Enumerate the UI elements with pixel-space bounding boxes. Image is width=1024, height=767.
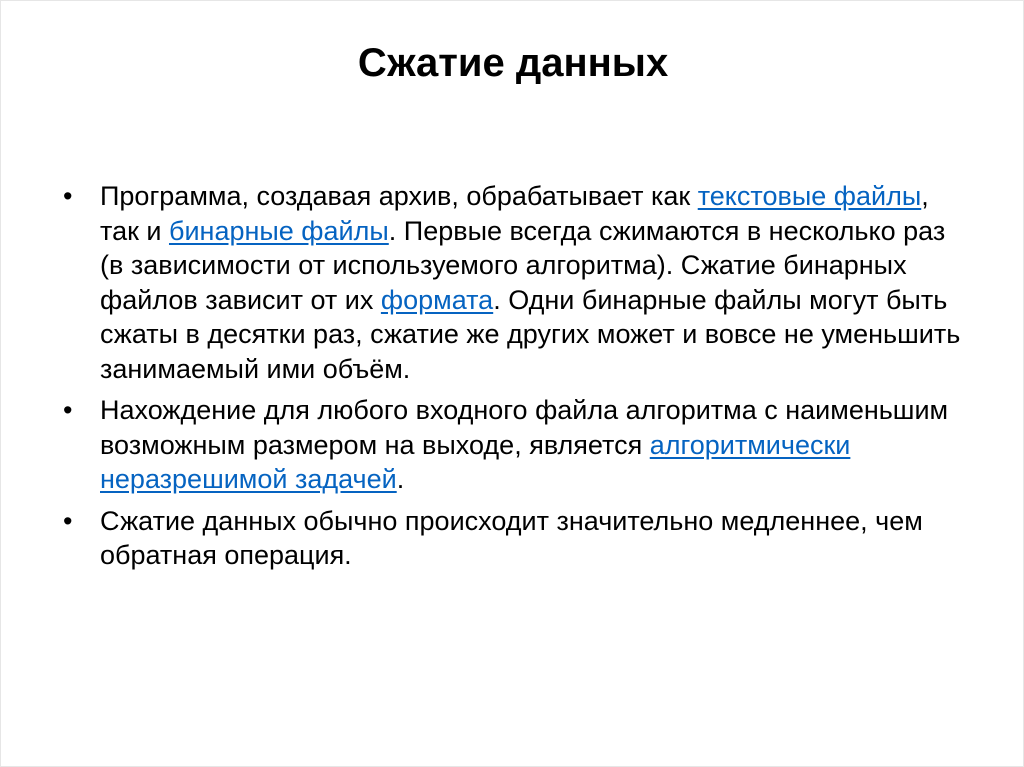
bullet-text: . Одни бинарные файлы могут быть сжаты в десятки раз, сжатие же других может и вовсе не уменьшить занимаемый ими объём.: [100, 284, 961, 384]
bullet-item: [63, 393, 963, 497]
bullet-icon: •: [63, 395, 73, 425]
bullet-text: Нахождение для любого входного файла алгоритма с наименьшим возможным размером на выходе, является: [100, 395, 949, 460]
link-undecidable-problem[interactable]: алгоритмически неразрешимой задачей: [100, 429, 851, 494]
bullet-icon: •: [63, 505, 73, 536]
bullet-list: [63, 179, 963, 580]
bullet-text: Сжатие данных обычно происходит значительно медленнее, чем обратная операция.: [100, 505, 923, 570]
link-binary-files[interactable]: бинарные файлы: [168, 215, 389, 246]
bullet-item: [63, 179, 963, 386]
bullet-text: . Первые всегда сжимаются в несколько раз (в зависимости от используемого алгоритма). Сжатие бинарных файлов зависит от их: [100, 215, 946, 315]
slide-title: Сжатие данных: [357, 41, 669, 85]
bullet-icon: •: [63, 181, 73, 211]
bullet-text: , так и: [100, 181, 929, 246]
bullet-text: Программа, создавая архив, обрабатывает как: [100, 181, 698, 211]
bullet-item: [63, 504, 963, 573]
link-text-files[interactable]: текстовые файлы: [697, 181, 922, 211]
link-format[interactable]: формата: [380, 284, 494, 315]
bullet-text: .: [396, 464, 405, 494]
